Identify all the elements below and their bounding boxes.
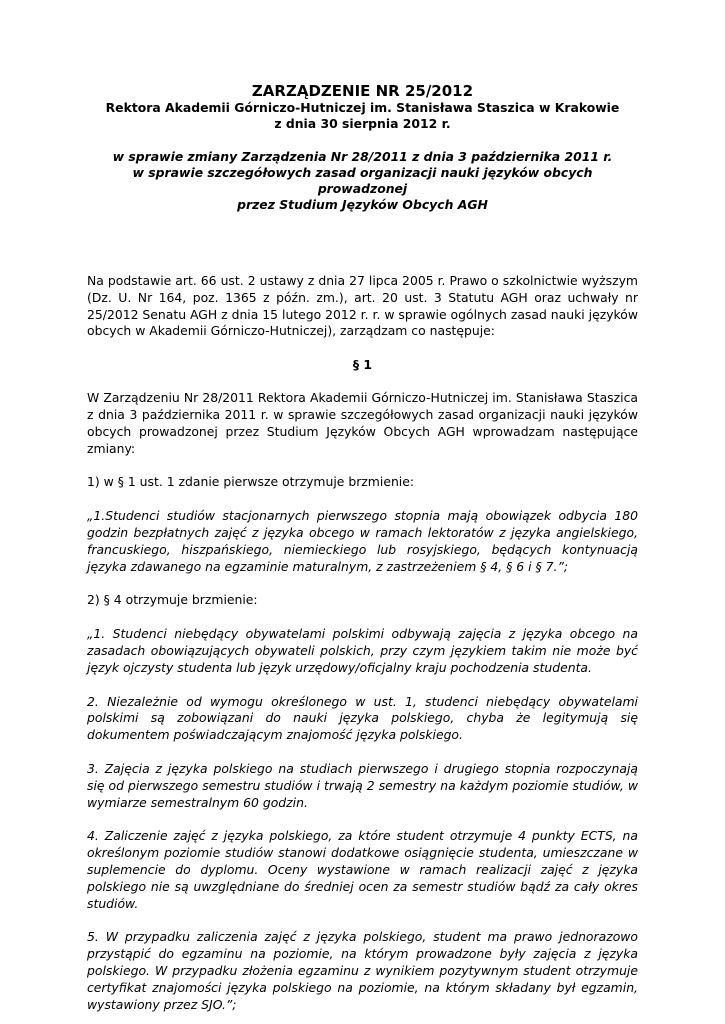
quote-paragraph-1: „1. Studenci niebędący obywatelami polskimi odbywają zajęcia z języka obcego na zasadach obowiązujących obywateli polskich, przy czym językiem takim nie może być język ojczysty studenta lub język urzędowy/oficjalny kraju pochodzenia studenta. [87, 626, 638, 675]
quote-paragraph-2: 2. Niezależnie od wymogu określonego w ust. 1, studenci niebędący obywatelami polskimi są zobowiązani do nauki języka polskiego, chyba że legitymują się dokumentem poświadczającym znajomość języka polskiego. [87, 693, 638, 743]
amendment-point-2: 2) § 4 otrzymuje brzmienie: [87, 592, 258, 608]
date-line: z dnia 30 sierpnia 2012 r. [274, 116, 451, 131]
document-page [87, 82, 638, 1013]
quote-paragraph-3: 3. Zajęcia z języka polskiego na studiach pierwszego i drugiego stopnia rozpoczynają się od pierwszego semestru studiów i trwają 2 semestry na każdym poziomie studiów, w wymiarze semestralnym 60 godzin. [87, 760, 638, 810]
amendment-quote-1: „1.Studenci studiów stacjonarnych pierwszego stopnia mają obowiązek odbycia 180 godzin bezpłatnych zajęć z języka obcego w ramach lektoratów z języka angielskiego, francuskiego, hiszpańskiego, niemieckiego lub rosyjskiego, będących kontynuacją języka zdawanego na egzaminie maturalnym, z zastrzeżeniem § 4, § 6 i § 7.”; [87, 508, 638, 574]
amendment-point-1: 1) w § 1 ust. 1 zdanie pierwsze otrzymuje brzmienie: [87, 474, 415, 490]
subject-line-3: przez Studium Języków Obcych AGH [237, 197, 488, 212]
quote-paragraph-4: 4. Zaliczenie zajęć z języka polskiego, za które student otrzymuje 4 punkty ECTS, na określonym poziomie studiów stanowi dodatkowe osiągnięcie studenta, umieszczane w suplemencie do dyplomu. Oceny wystawione w ramach realizacji zajęć z języka polskiego nie są uwzględniane do średniej ocen za semestr studiów bądź za cały okres studiów. [87, 828, 638, 911]
issuer-line: Rektora Akademii Górniczo-Hutniczej im. Stanisława Staszica w Krakowie [105, 100, 620, 115]
subject-line-2: w sprawie szczegółowych zasad organizacji nauki języków obcych prowadzonej [132, 165, 593, 196]
section-lead-paragraph: W Zarządzeniu Nr 28/2011 Rektora Akademii Górniczo-Hutniczej im. Stanisława Staszica z dnia 3 października 2011 r. w sprawie szczegółowych zasad organizacji nauki języków obcych prowadzonej przez Studium Języków Obcych AGH wprowadzam następujące zmiany: [87, 390, 638, 456]
document-title: ZARZĄDZENIE NR 25/2012 [251, 82, 474, 100]
subject-line-1: w sprawie zmiany Zarządzenia Nr 28/2011 z dnia 3 października 2011 r. [112, 149, 613, 164]
legal-basis-paragraph: Na podstawie art. 66 ust. 2 ustawy z dnia 27 lipca 2005 r. Prawo o szkolnictwie wyższym (Dz. U. Nr 164, poz. 1365 z późn. zm.), art. 20 ust. 3 Statutu AGH oraz uchwały nr 25/2012 Senatu AGH z dnia 15 lutego 2012 r. r. w sprawie ogólnych zasad nauki języków obcych w Akademii Górniczo-Hutniczej), zarządzam co następuje: [87, 273, 638, 339]
quote-paragraph-5: 5. W przypadku zaliczenia zajęć z języka polskiego, student ma prawo jednorazowo przystąpić do egzaminu na poziomie, na którym prowadzone były zajęcia z języka polskiego. W przypadku złożenia egzaminu z wynikiem pozytywnym student otrzymuje certyfikat znajomości języka polskiego na poziomie, na którym składany był egzamin, wystawiony przez SJO.”; [87, 929, 638, 1012]
subject-block [87, 149, 638, 213]
section-mark: § 1 [352, 357, 373, 373]
